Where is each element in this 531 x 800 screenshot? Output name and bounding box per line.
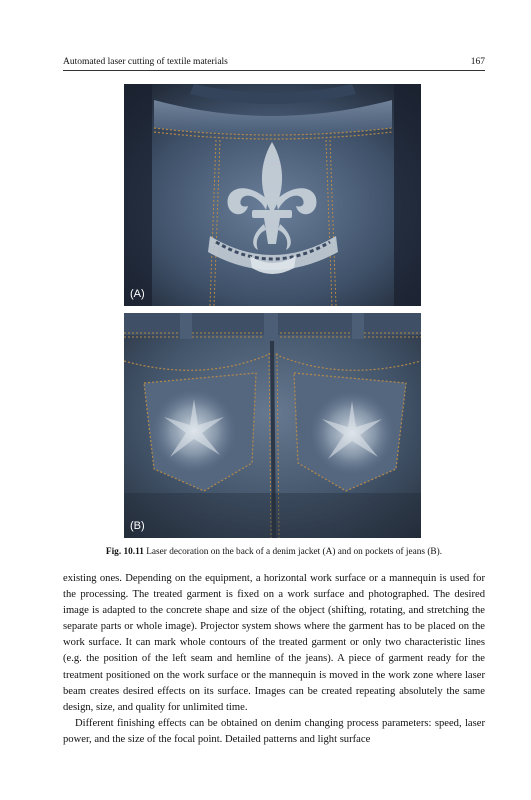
photo-denim-jacket: [124, 84, 421, 306]
figure-caption-label: Fig. 10.11: [105, 547, 144, 557]
page-number: 167: [470, 57, 485, 67]
jeans-pockets-image: [124, 313, 421, 538]
running-header: [63, 55, 485, 69]
paragraph: Different finishing effects can be obtained on denim changing process parameters: speed, laser power, and the size of the focal point. Detailed patterns and light surface: [63, 717, 485, 745]
figure-caption-text: Laser decoration on the back of a denim jacket (A) and on pockets of jeans (B).: [146, 547, 443, 557]
panel-a-label: (A): [130, 288, 145, 300]
paragraph: existing ones. Depending on the equipment, a horizontal work surface or a mannequin is used for the processing. The treated garment is fixed on a work surface and photographed. The desired image is adapted to the concrete shape and size of the object (shifting, rotating, and stretching the separate parts or whole image). Projector system shows where the garment has to be placed on the work surface. It can mark whole contours of the treated garment or only two characteristic lines (e.g. the position of the left seam and hemline of the jeans). A piece of garment ready for the treatment positioned on the work surface or the mannequin is moved in the work zone where laser beam creates desired effects on its surface. Images can be created repeating absolutely the same design, size, and quality for unlimited time.: [63, 573, 485, 713]
body-text: [63, 571, 485, 748]
header-rule: [63, 70, 485, 71]
panel-b-label: (B): [130, 520, 145, 532]
denim-jacket-image: [124, 84, 421, 306]
photo-jeans-pockets: [124, 313, 421, 538]
figure-caption: [63, 546, 485, 559]
running-title: Automated laser cutting of textile materials: [63, 57, 228, 67]
